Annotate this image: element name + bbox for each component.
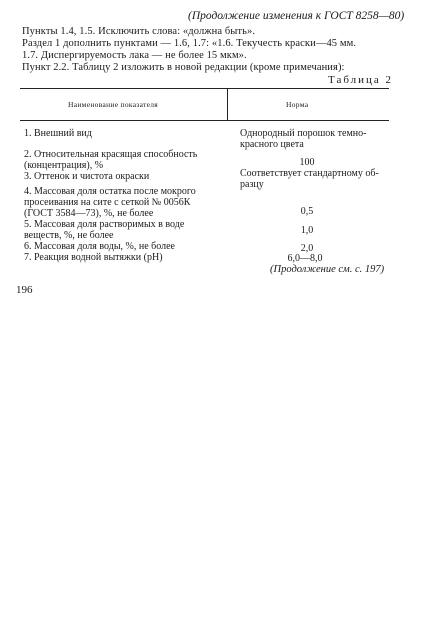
row-3-norm-line-1: Соответствует стандартному об- — [240, 168, 379, 179]
continuation-footer: (Продолжение см. с. 197) — [270, 264, 385, 275]
paragraph-3: 1.7. Диспергируемость лака — не более 15 мкм». — [22, 50, 247, 61]
paragraph-4: Пункт 2.2. Таблицу 2 изложить в новой редакции (кроме примечания): — [22, 62, 345, 73]
continuation-header: (Продолжение изменения к ГОСТ 8258—80) — [188, 10, 405, 22]
row-3-norm-line-2: разцу — [240, 179, 264, 190]
table-column-divider — [227, 88, 228, 120]
row-4-name-line-3: (ГОСТ 3584—73), %, не более — [24, 208, 154, 219]
row-1-norm-line-2: красного цвета — [240, 139, 304, 150]
row-5-norm: 1,0 — [300, 225, 314, 236]
page-number: 196 — [16, 284, 33, 296]
row-7-name: 7. Реакция водной вытяжки (pH) — [24, 252, 163, 263]
row-2-name-line-1: 2. Относительная красящая способность — [24, 149, 198, 160]
row-6-name: 6. Массовая доля воды, %, не более — [24, 241, 175, 252]
row-2-name-line-2: (концентрация), % — [24, 160, 104, 171]
row-2-norm: 100 — [299, 157, 315, 168]
row-1-norm-line-1: Однородный порошок темно- — [240, 128, 367, 139]
column-header-norm: Норма — [286, 100, 309, 109]
row-4-name-line-1: 4. Массовая доля остатка после мокрого — [24, 186, 196, 197]
row-7-norm: 6,0—8,0 — [287, 253, 323, 264]
table-top-rule — [20, 88, 389, 89]
table-header-rule — [20, 120, 389, 121]
paragraph-1: Пункты 1.4, 1.5. Исключить слова: «должна быть». — [22, 26, 256, 37]
row-4-name-line-2: просеивания на сите с сеткой № 0056К — [24, 197, 191, 208]
column-header-name: Наименование показателя — [68, 100, 159, 109]
row-4-norm: 0,5 — [300, 206, 314, 217]
row-3-name: 3. Оттенок и чистота окраски — [24, 171, 150, 182]
row-6-norm: 2,0 — [300, 243, 314, 254]
row-5-name-line-1: 5. Массовая доля растворимых в воде — [24, 219, 185, 230]
row-5-name-line-2: веществ, %, не более — [24, 230, 114, 241]
row-1-name: 1. Внешний вид — [24, 128, 92, 139]
table-title: Таблица 2 — [328, 74, 394, 86]
paragraph-2: Раздел 1 дополнить пунктами — 1.6, 1.7: «1.6. Текучесть краски—45 мм. — [22, 38, 357, 49]
